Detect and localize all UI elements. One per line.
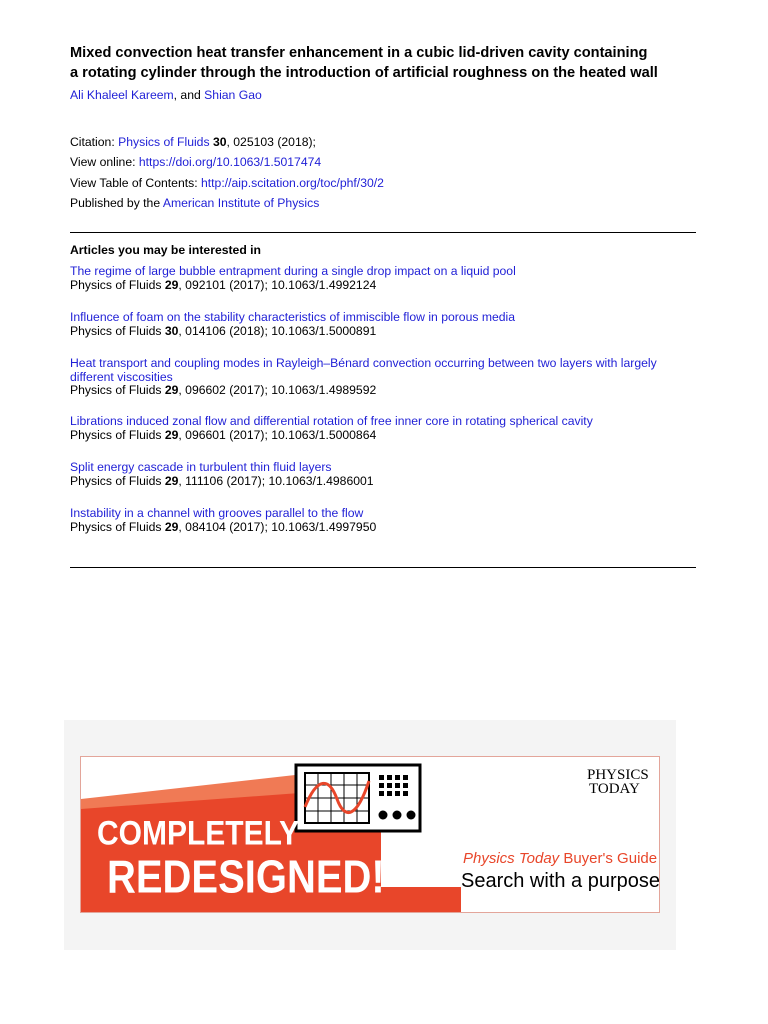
article-reference: , 111106 (2017); 10.1063/1.4986001	[178, 473, 374, 488]
related-article	[70, 415, 696, 442]
related-article	[70, 461, 696, 488]
ad-headline-1: COMPLETELY	[97, 813, 300, 852]
ad-guide-rest: Buyer's Guide	[559, 850, 658, 867]
article-reference: , 096601 (2017); 10.1063/1.5000864	[178, 427, 377, 442]
article-title	[70, 43, 710, 83]
citation-journal-link[interactable]: Physics of Fluids	[118, 135, 210, 149]
divider-bottom	[70, 567, 696, 568]
publisher-label: Published by the	[70, 196, 163, 210]
ad-artwork	[81, 757, 659, 912]
citation-volume: 30	[212, 135, 227, 149]
related-articles-heading: Articles you may be interested in	[70, 243, 262, 257]
article-volume: 30	[164, 323, 179, 338]
related-article-link[interactable]: Instability in a channel with grooves parallel to the flow	[70, 506, 364, 520]
article-journal: Physics of Fluids	[70, 323, 165, 338]
publisher-link[interactable]: American Institute of Physics	[162, 196, 320, 210]
advertisement-banner[interactable]	[64, 720, 676, 950]
author-list	[70, 88, 262, 102]
toc-link[interactable]: http://aip.scitation.org/toc/phf/30/2	[200, 176, 384, 190]
view-online-label: View online:	[70, 155, 139, 169]
author-link-gao[interactable]: Shian Gao	[204, 88, 262, 102]
divider-top	[70, 232, 696, 233]
publisher-line	[70, 196, 319, 210]
related-article-link[interactable]: Librations induced zonal flow and differential rotation of free inner core in rotating spherical cavity	[70, 414, 593, 428]
ad-tagline: Search with a purpose.	[461, 870, 659, 892]
related-article	[70, 311, 696, 338]
article-reference: , 096602 (2017); 10.1063/1.4989592	[178, 383, 377, 397]
related-article-link[interactable]: The regime of large bubble entrapment during a single drop impact on a liquid pool	[70, 264, 516, 278]
physics-today-logo	[587, 767, 649, 797]
citation-line	[70, 135, 316, 149]
article-volume: 29	[164, 427, 179, 442]
citation-rest: , 025103 (2018);	[226, 135, 316, 149]
related-article-link[interactable]: Influence of foam on the stability characteristics of immiscible flow in porous media	[70, 310, 516, 324]
article-reference: , 084104 (2017); 10.1063/1.4997950	[178, 519, 377, 534]
article-volume: 29	[164, 277, 179, 292]
ad-frame[interactable]	[80, 756, 660, 913]
related-article	[70, 357, 696, 398]
ad-guide-label	[463, 850, 657, 867]
title-line-2: a rotating cylinder through the introduction of artificial roughness on the heated wall	[70, 65, 658, 81]
related-article-link[interactable]: Split energy cascade in turbulent thin fluid layers	[70, 460, 332, 474]
title-line-1: Mixed convection heat transfer enhancement in a cubic lid-driven cavity containing	[70, 45, 648, 61]
article-volume: 29	[164, 519, 179, 534]
citation-label: Citation:	[70, 135, 119, 149]
ad-headline-2: REDESIGNED!	[107, 852, 385, 904]
article-volume: 29	[164, 383, 179, 397]
article-reference: , 014106 (2018); 10.1063/1.5000891	[178, 323, 377, 338]
article-journal: Physics of Fluids	[70, 383, 165, 397]
logo-line-1: PHYSICS	[587, 767, 649, 783]
related-article	[70, 507, 696, 534]
logo-line-2: TODAY	[589, 781, 640, 797]
article-journal: Physics of Fluids	[70, 277, 165, 292]
article-reference: , 092101 (2017); 10.1063/1.4992124	[178, 277, 377, 292]
oscilloscope-icon	[296, 765, 420, 831]
view-online-line	[70, 155, 321, 169]
article-journal: Physics of Fluids	[70, 427, 165, 442]
ad-guide-italic: Physics Today	[463, 850, 560, 867]
article-journal: Physics of Fluids	[70, 473, 165, 488]
article-volume: 29	[164, 473, 179, 488]
author-separator: , and	[173, 88, 205, 102]
doi-link[interactable]: https://doi.org/10.1063/1.5017474	[138, 155, 322, 169]
related-article-link[interactable]: Heat transport and coupling modes in Rayleigh–Bénard convection occurring between two layers with largely different viscosities	[70, 356, 657, 384]
author-link-kareem[interactable]: Ali Khaleel Kareem	[70, 88, 174, 102]
toc-line	[70, 176, 384, 190]
related-article	[70, 265, 696, 292]
toc-label: View Table of Contents:	[70, 176, 201, 190]
article-journal: Physics of Fluids	[70, 519, 165, 534]
